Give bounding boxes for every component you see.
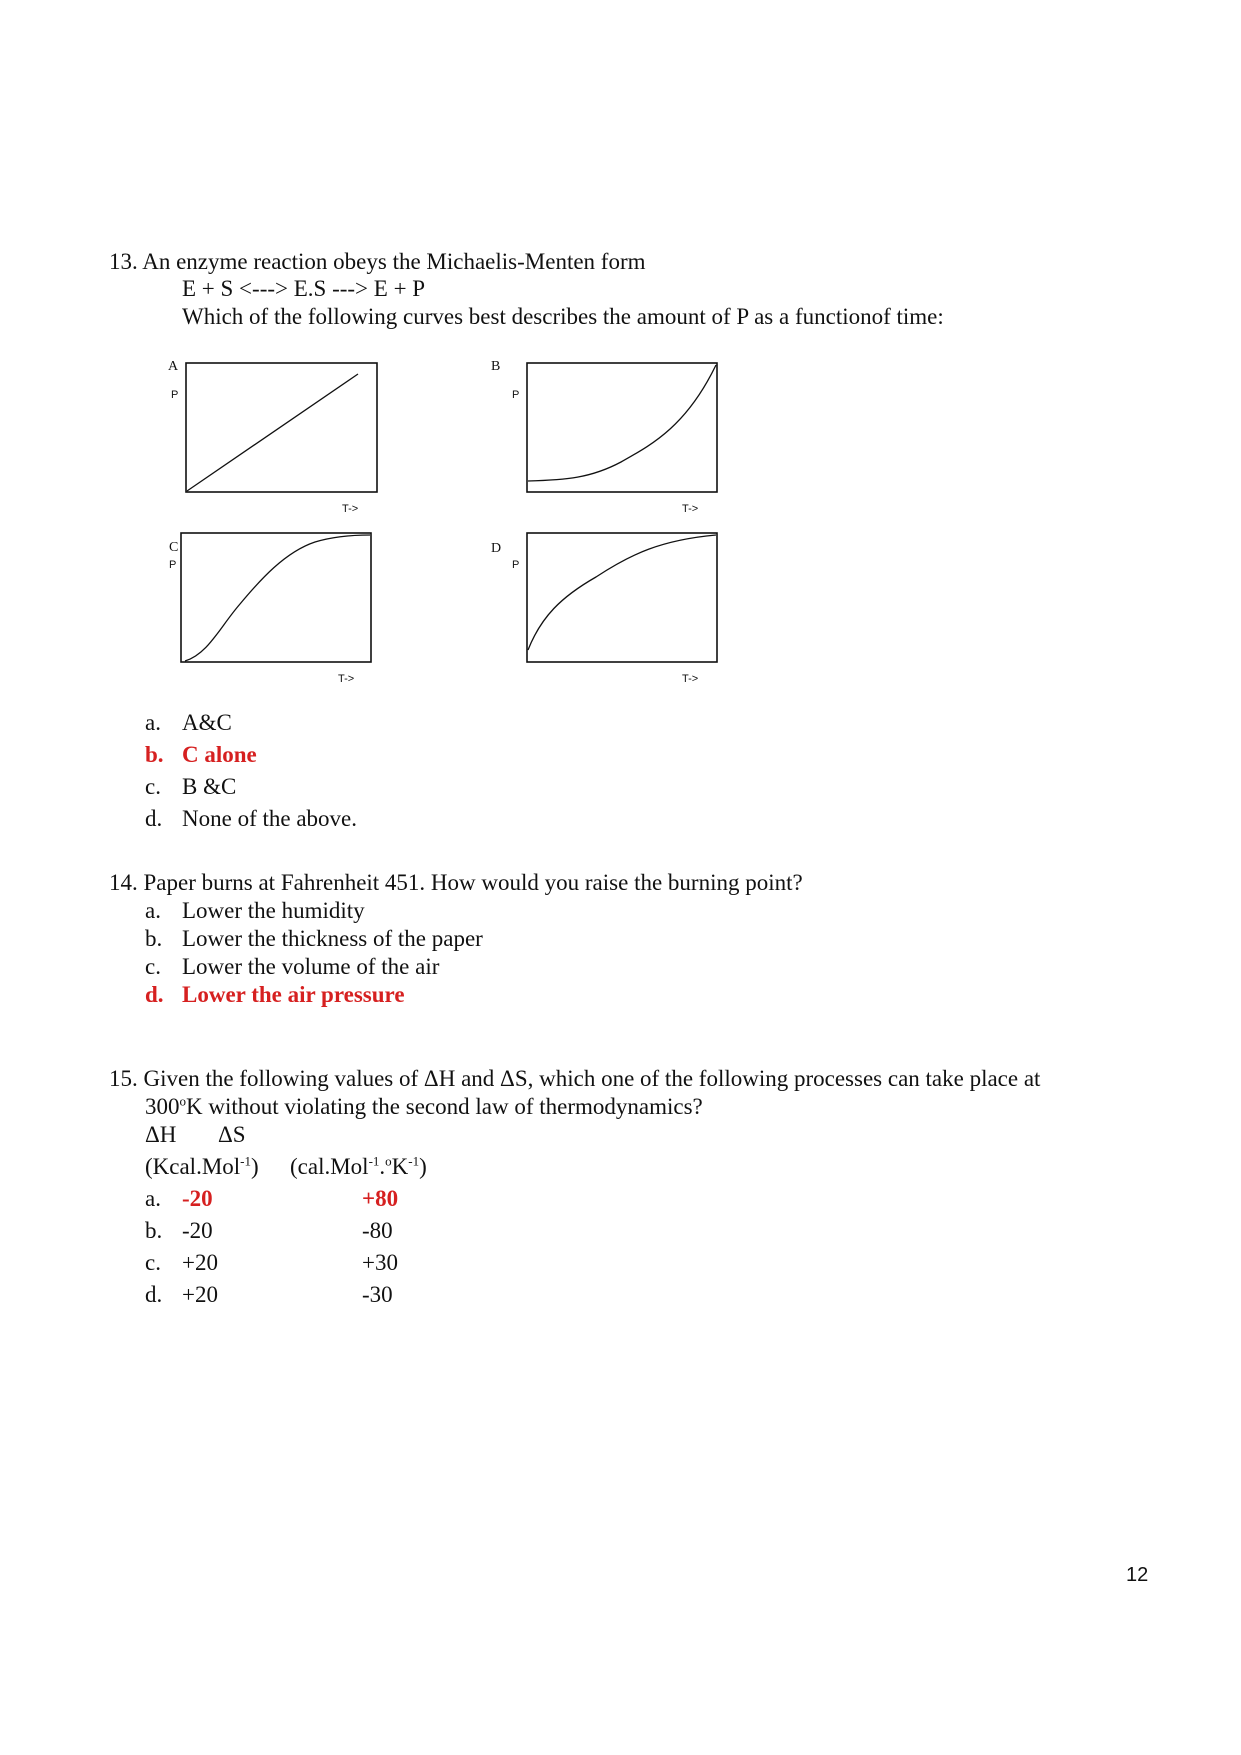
q14-option-a-key: a. [145,898,161,923]
q15-option-c-ds: +30 [362,1250,398,1275]
q14-option-c: Lower the volume of the air [182,954,440,979]
panel-c-xlabel: T-> [338,673,355,685]
q15-option-b-dh: -20 [182,1218,213,1243]
q14-option-c-key: c. [145,954,161,979]
q14-option-b: Lower the thickness of the paper [182,926,483,951]
q15-stem-line2: 300$^o$K without violating the second law of thermodynamics? [145,1093,703,1119]
panel-b-ylabel: P [512,389,520,401]
q15-col-ds: ΔS [218,1122,246,1147]
q13-option-a: A&C [182,710,232,735]
panel-a-xlabel: T-> [342,503,359,515]
panel-b-frame [527,363,717,492]
q13-prompt: Which of the following curves best describes the amount of P as a functionof time: [182,304,944,329]
q13-equation: E + S <---> E.S ---> E + P [182,276,426,301]
panel-b-letter: B [491,359,501,374]
q14-option-a: Lower the humidity [182,898,365,923]
panel-d-curve [528,535,716,650]
q15-unit-dh: (Kcal.Mol$^{-1}$) [145,1153,259,1179]
q15-option-b-key: b. [145,1218,163,1243]
panel-c-ylabel: P [169,559,177,571]
q13-option-c-key: c. [145,774,161,799]
q13-option-b-key: b. [145,742,164,767]
q15-option-d-dh: +20 [182,1282,218,1307]
q15-unit-ds: $(cal.Mol^{-1}.^oK^{-1})$ [290,1153,427,1179]
q15-stem-line1: 15. Given the following values of ΔH and ΔS, which one of the following processes can take place at [109,1066,1041,1091]
panel-a-ylabel: P [171,389,179,401]
panel-d-letter: D [491,541,502,556]
q14-stem: 14. Paper burns at Fahrenheit 451. How would you raise the burning point? [109,870,803,895]
q15-option-a-dh: -20 [182,1186,213,1211]
q13-option-d: None of the above. [182,806,357,831]
panel-c-letter: C [169,540,179,555]
panel-b-plot [526,362,719,494]
panel-c-curve [185,535,370,661]
q15-option-c-key: c. [145,1250,161,1275]
panel-b-xlabel: T-> [682,503,699,515]
page-number: 12 [1126,1564,1149,1586]
q15-option-c-dh: +20 [182,1250,218,1275]
panel-b-curve [528,365,716,481]
q13-option-b: C alone [182,742,257,767]
panel-a-letter: A [168,359,179,374]
panel-d-xlabel: T-> [682,673,699,685]
q15-option-a-ds: +80 [362,1186,399,1211]
panel-c-plot [180,532,373,664]
q15-option-b-ds: -80 [362,1218,393,1243]
q14-option-d: Lower the air pressure [182,982,405,1007]
q13-option-a-key: a. [145,710,161,735]
panel-d-plot [526,532,719,664]
q13-stem: 13. An enzyme reaction obeys the Michaelis-Menten form [109,249,646,274]
q15-option-a-key: a. [145,1186,161,1211]
q14-option-d-key: d. [145,982,164,1007]
panel-d-ylabel: P [512,559,520,571]
q14-option-b-key: b. [145,926,163,951]
q15-option-d-key: d. [145,1282,163,1307]
panel-d-frame [527,533,717,662]
q15-col-dh: ΔH [145,1122,177,1147]
panel-a-plot [185,362,379,494]
q15-option-d-ds: -30 [362,1282,393,1307]
panel-a-curve [187,374,358,491]
q13-option-c: B &C [182,774,237,799]
q13-option-d-key: d. [145,806,163,831]
